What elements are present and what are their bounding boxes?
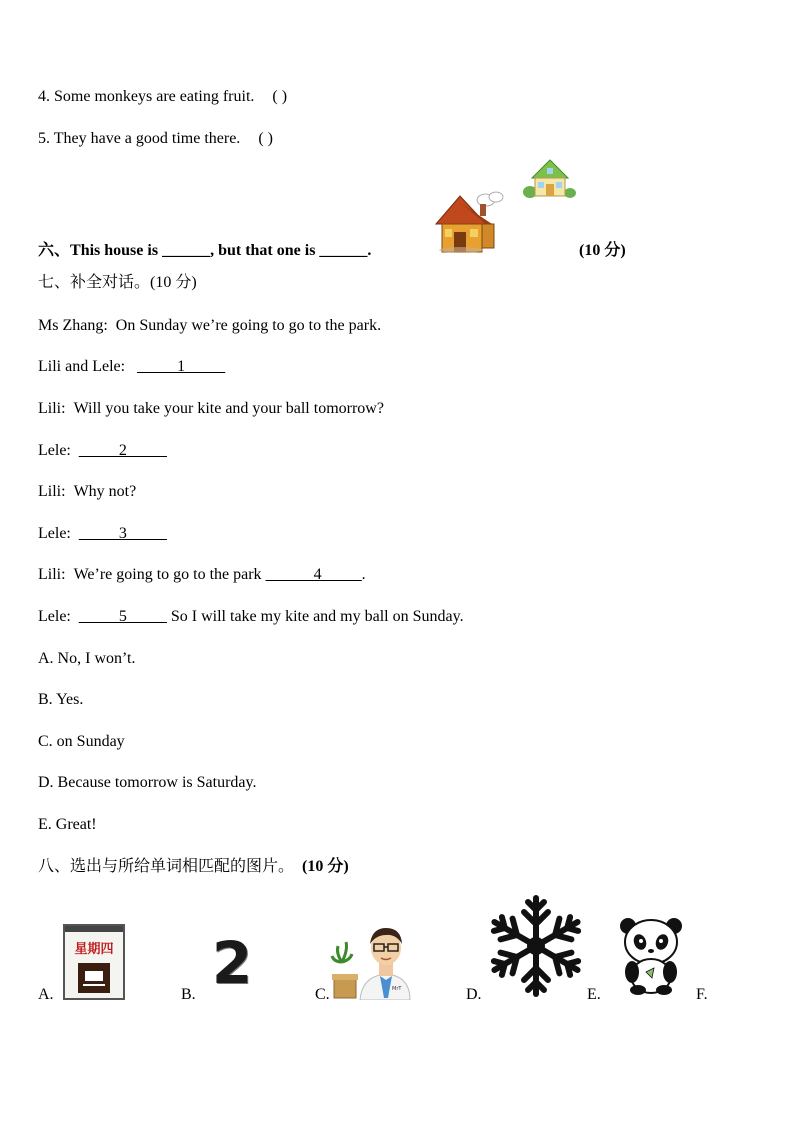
picture-label-e: E. xyxy=(587,986,601,1003)
dialogue-text: Will you take your kite and your ball tomorrow? xyxy=(73,400,384,417)
picture-label-f: F. xyxy=(696,986,708,1003)
question-4 xyxy=(38,87,287,107)
section-6-score: (10 分) xyxy=(579,242,626,259)
question-5 xyxy=(38,129,273,149)
calendar-thursday-image xyxy=(63,924,125,1000)
option-a: A. No, I won’t. xyxy=(38,650,136,667)
speaker: Lili and Lele: xyxy=(38,358,126,375)
option-b: B. Yes. xyxy=(38,691,84,708)
blank-1: ______ xyxy=(162,242,211,259)
small-green-house-image xyxy=(522,156,578,200)
speaker: Lele: xyxy=(38,608,71,625)
dialogue-text-end: So I will take my kite and my ball on Sunday. xyxy=(166,608,464,625)
speaker: Lili: xyxy=(38,566,66,583)
dialogue-text: On Sunday we’re going to go to the park. xyxy=(115,317,382,334)
option-d: D. Because tomorrow is Saturday. xyxy=(38,774,257,791)
section-6-text-b: , but that one is xyxy=(210,242,316,259)
picture-label-c: C. xyxy=(315,986,330,1003)
dialogue-text-end: . xyxy=(361,566,366,583)
dialogue-line-5 xyxy=(38,482,136,502)
option-c: C. on Sunday xyxy=(38,733,125,750)
section-8-score: (10 分) xyxy=(302,858,349,875)
section-8-title: 八、选出与所给单词相匹配的图片。 xyxy=(38,858,295,875)
brown-house-image xyxy=(434,190,506,256)
teacher-image xyxy=(330,918,412,1000)
teacher-badge-text: MrT xyxy=(392,986,402,992)
dialogue-blank-2: _____2_____ xyxy=(78,442,167,459)
section-6-text-a: This house is xyxy=(70,242,159,259)
answer-paren-5: ( ) xyxy=(258,130,273,147)
speaker: Ms Zhang: xyxy=(38,317,108,334)
dialogue-text: We’re going to go to the park xyxy=(73,566,266,583)
section-6-line xyxy=(38,241,371,261)
number-two-image: 2 xyxy=(211,929,253,997)
picture-label-a: A. xyxy=(38,986,54,1003)
question-4-text: 4. Some monkeys are eating fruit. xyxy=(38,88,255,105)
speaker: Lili: xyxy=(38,400,66,417)
blank-2: ______ xyxy=(319,242,368,259)
section-7-heading: 七、补全对话。(10 分) xyxy=(38,274,197,291)
dialogue-line-8 xyxy=(38,607,464,627)
picture-label-d: D. xyxy=(466,986,482,1003)
dialogue-line-6 xyxy=(38,524,167,544)
speaker: Lili: xyxy=(38,483,66,500)
dialogue-blank-1: _____1_____ xyxy=(137,358,226,375)
dialogue-line-1 xyxy=(38,316,381,336)
calendar-text: 星期四 xyxy=(74,942,114,957)
coffee-cup-icon xyxy=(65,957,123,997)
dialogue-blank-5: _____5_____ xyxy=(78,608,167,625)
speaker: Lele: xyxy=(38,525,71,542)
section-8-heading xyxy=(38,857,349,877)
section-6-number: 六、 xyxy=(38,242,71,259)
panda-image xyxy=(616,914,686,996)
picture-label-b: B. xyxy=(181,986,196,1003)
snowflake-image xyxy=(484,892,588,1000)
dialogue-line-7 xyxy=(38,565,366,585)
answer-paren-4: ( ) xyxy=(272,88,288,105)
speaker: Lele: xyxy=(38,442,71,459)
option-e: E. Great! xyxy=(38,816,97,833)
dialogue-line-3 xyxy=(38,399,384,419)
dialogue-blank-3: _____3_____ xyxy=(78,525,167,542)
section-6-text-c: . xyxy=(367,242,372,259)
dialogue-blank-4: ______4_____ xyxy=(265,566,362,583)
dialogue-text: Why not? xyxy=(73,483,137,500)
dialogue-line-4 xyxy=(38,441,167,461)
dialogue-line-2 xyxy=(38,357,225,377)
question-5-text: 5. They have a good time there. xyxy=(38,130,241,147)
